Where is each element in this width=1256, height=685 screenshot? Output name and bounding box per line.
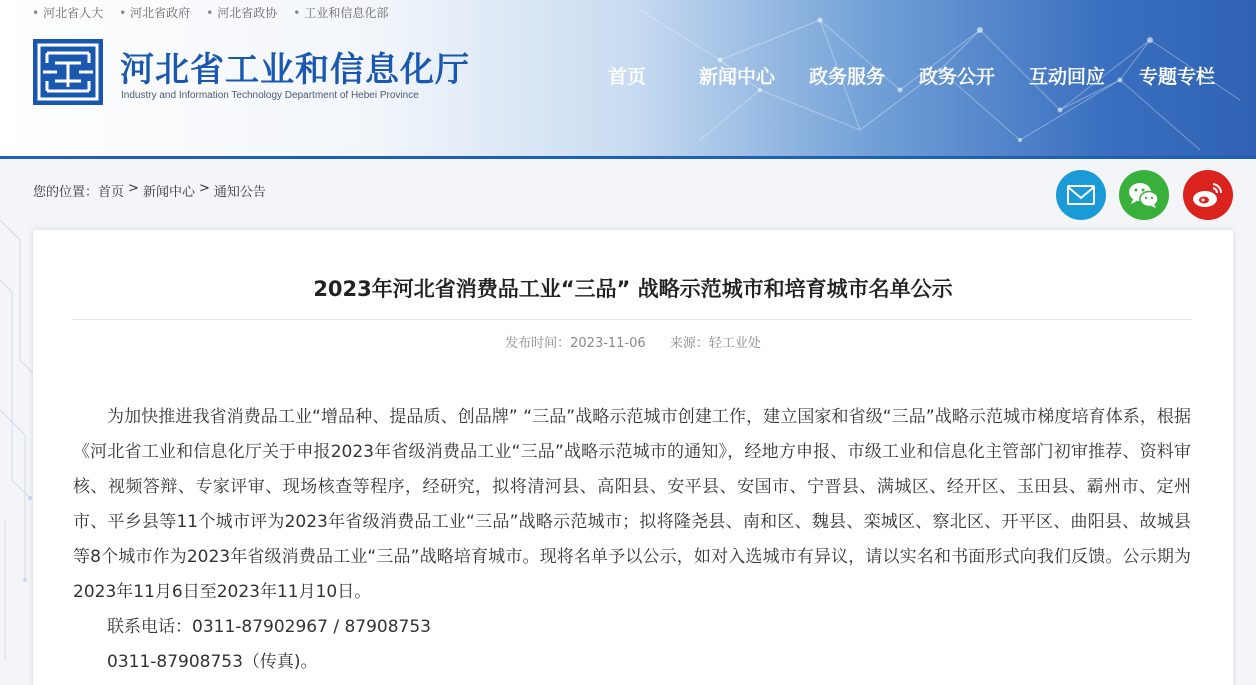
- breadcrumb-notices[interactable]: 通知公告: [213, 185, 266, 200]
- site-subtitle: Industry and Information Technology Department of Hebei Province: [121, 90, 419, 101]
- source-info: [670, 336, 761, 351]
- share-wechat-button[interactable]: [1119, 170, 1169, 220]
- breadcrumb-label: 您的位置：: [33, 185, 99, 200]
- wechat-icon: [1119, 170, 1169, 220]
- article-title: 2023年河北省消费品工业“三品” 战略示范城市和培育城市名单公示: [313, 277, 953, 301]
- nav-news[interactable]: 新闻中心: [698, 66, 775, 88]
- title-divider: [73, 319, 1191, 320]
- article-body: [73, 400, 1191, 680]
- nav-interaction[interactable]: 互动回应: [1028, 66, 1105, 88]
- mail-icon: [1056, 170, 1106, 220]
- site-title[interactable]: 河北省工业和信息化厅: [120, 50, 470, 90]
- toplink-cppcc[interactable]: • 河北省政协: [206, 4, 277, 20]
- nav-topics[interactable]: 专题专栏: [1138, 66, 1215, 88]
- toplink-npc[interactable]: • 河北省人大: [32, 4, 103, 20]
- breadcrumb: [33, 181, 266, 200]
- article-paragraph: 0311-87908753（传真)。: [107, 652, 318, 672]
- site-logo-icon[interactable]: [33, 39, 103, 105]
- toplink-government[interactable]: • 河北省政府: [119, 4, 190, 20]
- article-meta: [33, 332, 1233, 351]
- breadcrumb-separator: >: [198, 181, 210, 196]
- publish-info: [505, 336, 646, 351]
- article-paragraph: 为加快推进我省消费品工业“增品种、提品质、创品牌” “三品”战略示范城市创建工作，建立国家和省级“三品”战略示范城市梯度培育体系，根据《河北省工业和信息化厅关于申报2023年省级消费品工业“三品”战略示范城市的通知》，经地方申报、市级工业和信息化主管部门初审推荐、资料审核、视频答辩、专家评审、现场核查等程序，经研究，拟将清河县、高阳县、安平县、安国市、宁晋县、满城区、经开区、玉田县、霸州市、定州市、平乡县等11个城市评为2023年省级消费品工业“三品”战略示范城市；拟将隆尧县、南和区、魏县、栾城区、察北区、开平区、曲阳县、故城县等8个城市作为2023年省级消费品工业“三品”战略培育城市。现将名单予以公示，如对入选城市有异议，请以实名和书面形式向我们反馈。公示期为2023年11月6日至2023年11月10日。: [73, 407, 1191, 602]
- breadcrumb-separator: >: [128, 181, 139, 196]
- breadcrumb-news[interactable]: 新闻中心: [142, 185, 195, 200]
- share-mail-button[interactable]: [1056, 170, 1106, 220]
- publish-date: 2023-11-06: [570, 336, 646, 351]
- breadcrumb-home[interactable]: 首页: [98, 185, 125, 200]
- source-value: 轻工业处: [708, 336, 761, 351]
- share-weibo-button[interactable]: [1183, 170, 1233, 220]
- article-card: [33, 230, 1233, 685]
- nav-services[interactable]: 政务服务: [808, 66, 885, 88]
- main-nav: [572, 62, 1232, 89]
- article-paragraph: 联系电话：0311-87902967 / 87908753: [107, 617, 431, 637]
- nav-home[interactable]: 首页: [607, 66, 646, 88]
- header-divider: [0, 156, 1256, 159]
- publish-label: 发布时间：: [505, 336, 571, 351]
- top-links: [32, 4, 388, 20]
- weibo-icon: [1183, 170, 1233, 220]
- site-header: [0, 0, 1256, 158]
- nav-public-affairs[interactable]: 政务公开: [918, 66, 995, 88]
- toplink-miit[interactable]: • 工业和信息化部: [293, 4, 388, 20]
- source-label: 来源：: [669, 336, 709, 351]
